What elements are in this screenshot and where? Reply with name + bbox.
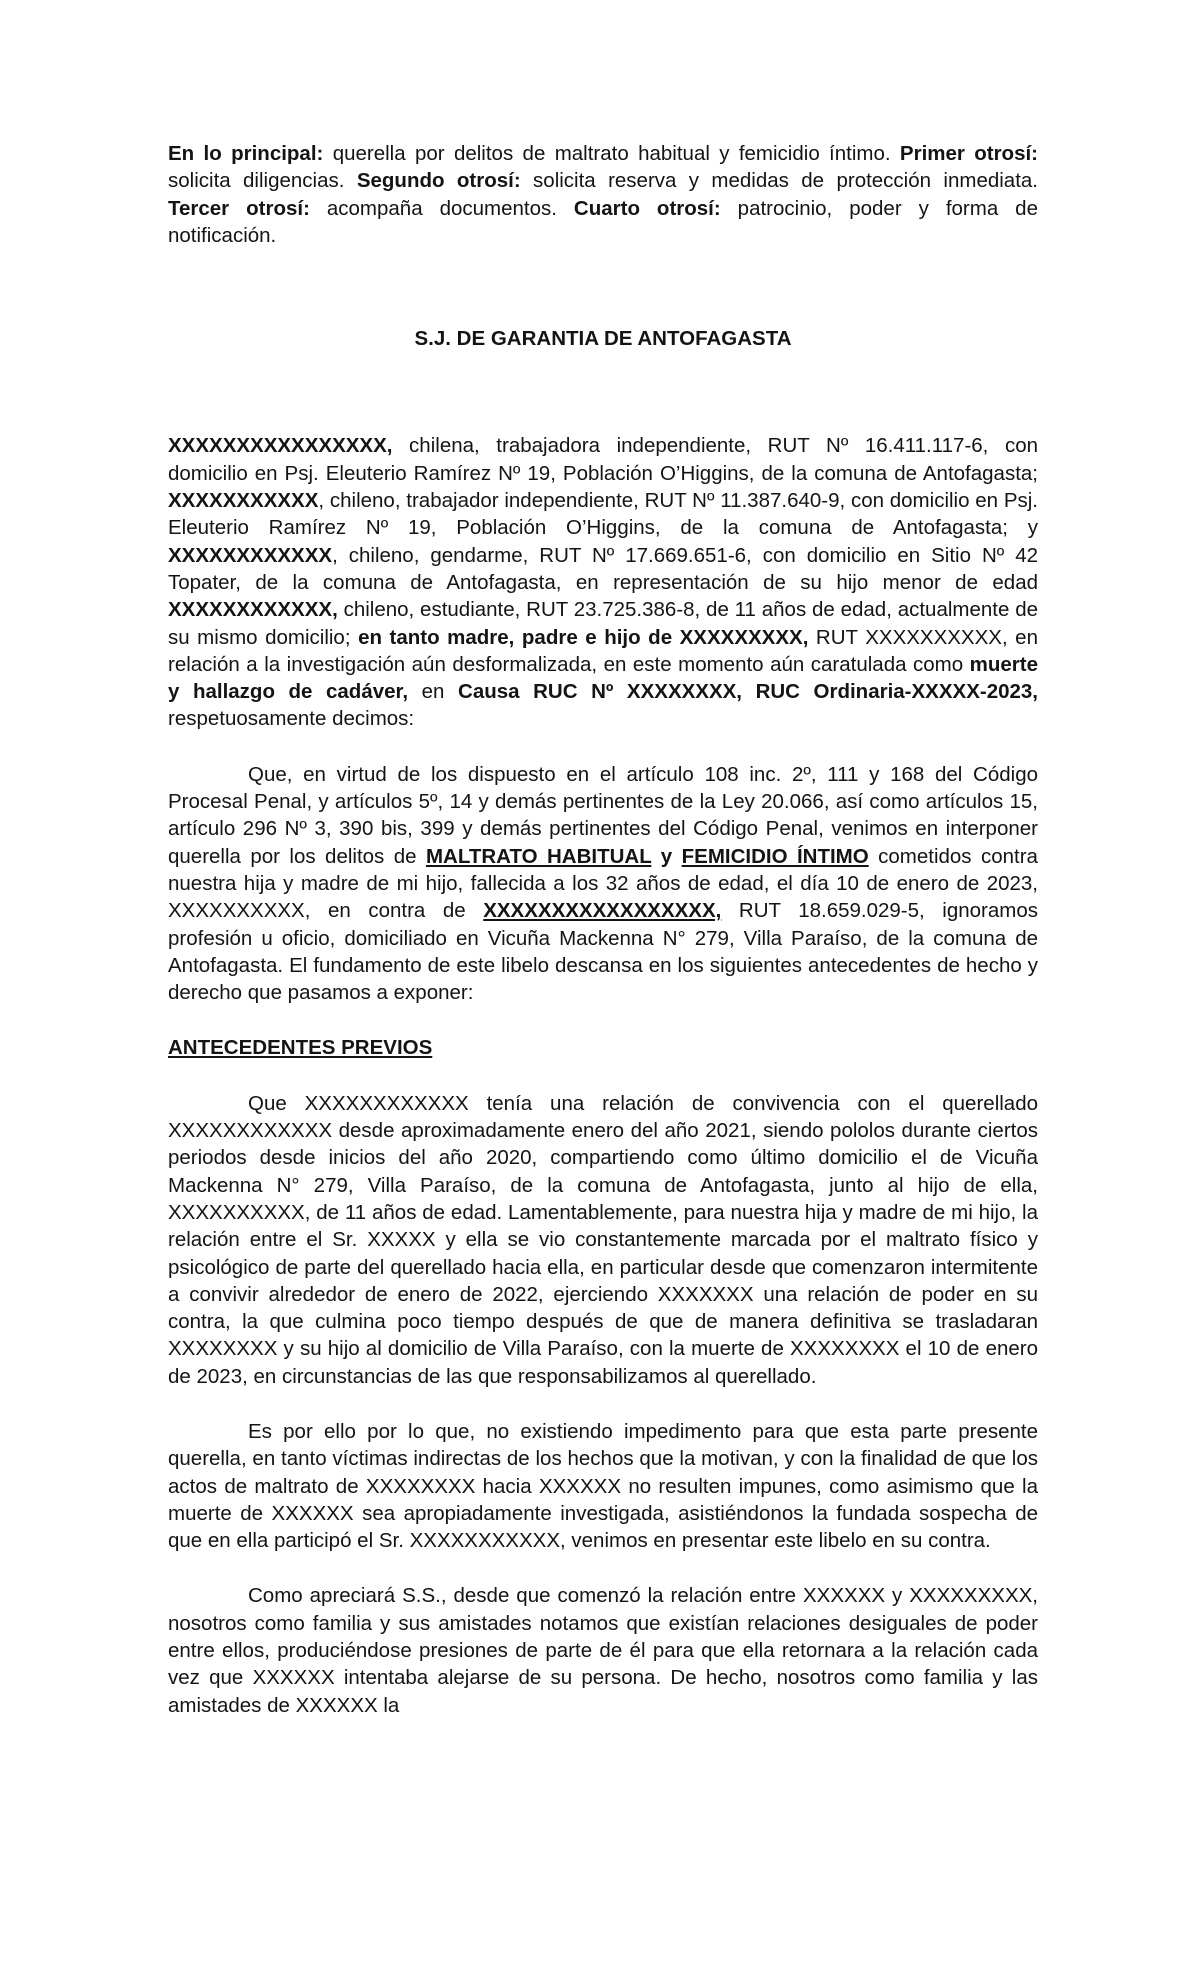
court-heading: S.J. DE GARANTIA DE ANTOFAGASTA — [414, 327, 792, 351]
crime-conjunction: y — [651, 844, 682, 868]
case-number: Causa RUC Nº XXXXXXXX, RUC Ordinaria-XXXXX-2023, — [458, 680, 1038, 704]
summary-label-third: Tercer otrosí: — [168, 196, 310, 220]
summary-text-fourth: patrocinio, poder y forma de notificación. — [168, 196, 1038, 247]
petition-text-1: Que, en virtud de los dispuesto en el artículo 108 inc. 2º, 111 y 168 del Código Procesal Penal, y artículos 5º, 14 y demás pertinentes de la Ley 20.066, así como artículos 15, artículo 296 Nº 3, 390 bis, 399 y demás pertinentes del Código Penal, venimos en interponer querella por los delitos de — [168, 762, 1038, 868]
document-page — [168, 140, 1038, 1719]
case-caption: muerte y hallazgo de cadáver, — [168, 652, 1038, 704]
party-name-2: XXXXXXXXXXX — [168, 489, 319, 513]
party-text-1: chilena, trabajadora independiente, RUT Nº 16.411.117-6, con domicilio en Psj. Eleuterio Ramírez Nº 19, Población O’Higgins, de la comuna de Antofagasta; — [168, 434, 1038, 485]
party-name-3: XXXXXXXXXXXX — [168, 543, 333, 567]
summary-label-fourth: Cuarto otrosí: — [573, 196, 721, 220]
party-relation: en tanto madre, padre e hijo de XXXXXXXXX, — [358, 625, 809, 649]
body-paragraph-3: Como apreciará S.S., desde que comenzó la relación entre XXXXXX y XXXXXXXXX, nosotros como familia y sus amistades notamos que existían relaciones desiguales de poder entre ellos, produciéndose presiones de parte de él para que ella retornara a la relación cada vez que XXXXXX intentaba alejarse de su persona. De hecho, nosotros como familia y las amistades de XXXXXX la — [168, 1584, 1038, 1717]
body-paragraph-2: Es por ello por lo que, no existiendo impedimento para que esta parte presente querella, en tanto víctimas indirectas de los hechos que la motivan, y con la finalidad de que los actos de maltrato de XXXXXXXX hacia XXXXXX no resulten impunes, como asimismo que la muerte de XXXXXX sea apropiadamente investigada, asistiéndonos la fundada sospecha de que en ella participó el Sr. XXXXXXXXXXX, venimos en presentar este libelo en su contra. — [168, 1419, 1038, 1553]
parties-paragraph — [168, 432, 1038, 732]
summary-paragraph — [168, 140, 1038, 249]
body-paragraph-1: Que XXXXXXXXXXXX tenía una relación de convivencia con el querellado XXXXXXXXXXXX desde aproximadamente enero del año 2021, siendo pololos durante ciertos periodos desde inicios del año 2020, compartiendo como último domicilio el de Vicuña Mackenna N° 279, Villa Paraíso, de la comuna de Antofagasta, junto al hijo de ella, XXXXXXXXXX, de 11 años de edad. Lamentablemente, para nuestra hija y madre de mi hijo, la relación entre el Sr. XXXXX y ella se vio constantemente marcada por el maltrato físico y psicológico de parte del querellado hacia ella, en particular desde que comenzaron intermitente a convivir alrededor de enero de 2022, ejerciendo XXXXXXX una relación de poder en su contra, la que culmina poco tiempo después de que de manera definitiva se trasladaran XXXXXXXX y su hijo al domicilio de Villa Paraíso, con la muerte de XXXXXXXX el 10 de enero de 2023, en circunstancias de las que responsabilizamos al querellado. — [168, 1091, 1038, 1388]
defendant-name: XXXXXXXXXXXXXXXXX, — [483, 899, 722, 923]
party-name-4: XXXXXXXXXXXX, — [168, 598, 338, 622]
summary-text-second: solicita reserva y medidas de protección inmediata. — [520, 169, 1038, 193]
party-text-2: , chileno, trabajador independiente, RUT Nº 11.387.640-9, con domicilio en Psj. Eleuterio Ramírez Nº 19, Población O’Higgins, de la comuna de Antofagasta; y — [168, 489, 1038, 540]
crime-femicidio: FEMICIDIO ÍNTIMO — [681, 844, 869, 868]
party-text-6: en — [408, 680, 459, 704]
summary-text-main: querella por delitos de maltrato habitual y femicidio íntimo. — [323, 142, 900, 165]
summary-label-main: En lo principal: — [168, 142, 324, 165]
crime-maltrato: MALTRATO HABITUAL — [425, 844, 652, 868]
summary-text-third: acompaña documentos. — [309, 196, 574, 220]
party-text-5: RUT XXXXXXXXXX, en relación a la investigación aún desformalizada, en este momento aún caratulada como — [168, 625, 1038, 676]
party-text-4: chileno, estudiante, RUT 23.725.386-8, de 11 años de edad, actualmente de su mismo domicilio; — [168, 598, 1038, 649]
summary-label-second: Segundo otrosí: — [356, 169, 521, 193]
petition-text-2: cometidos contra nuestra hija y madre de mi hijo, fallecida a los 32 años de edad, el día 10 de enero de 2023, XXXXXXXXXX, en contra de — [168, 844, 1038, 923]
petition-paragraph — [168, 761, 1038, 1007]
party-name-1: XXXXXXXXXXXXXXXX, — [168, 434, 393, 458]
petition-text-3: RUT 18.659.029-5, ignoramos profesión u oficio, domiciliado en Vicuña Mackenna N° 279, Villa Paraíso, de la comuna de Antofagasta. El fundamento de este libelo descansa en los siguientes antecedentes de hecho y derecho que pasamos a exponer: — [168, 899, 1038, 1005]
summary-text-first: solicita diligencias. — [168, 169, 357, 193]
section-heading: ANTECEDENTES PREVIOS — [168, 1036, 433, 1060]
party-text-3: , chileno, gendarme, RUT Nº 17.669.651-6, con domicilio en Sitio Nº 42 Topater, de la comuna de Antofagasta, en representación de su hijo menor de edad — [168, 543, 1038, 594]
party-text-7: respetuosamente decimos: — [168, 707, 415, 731]
summary-label-first: Primer otrosí: — [899, 142, 1038, 165]
